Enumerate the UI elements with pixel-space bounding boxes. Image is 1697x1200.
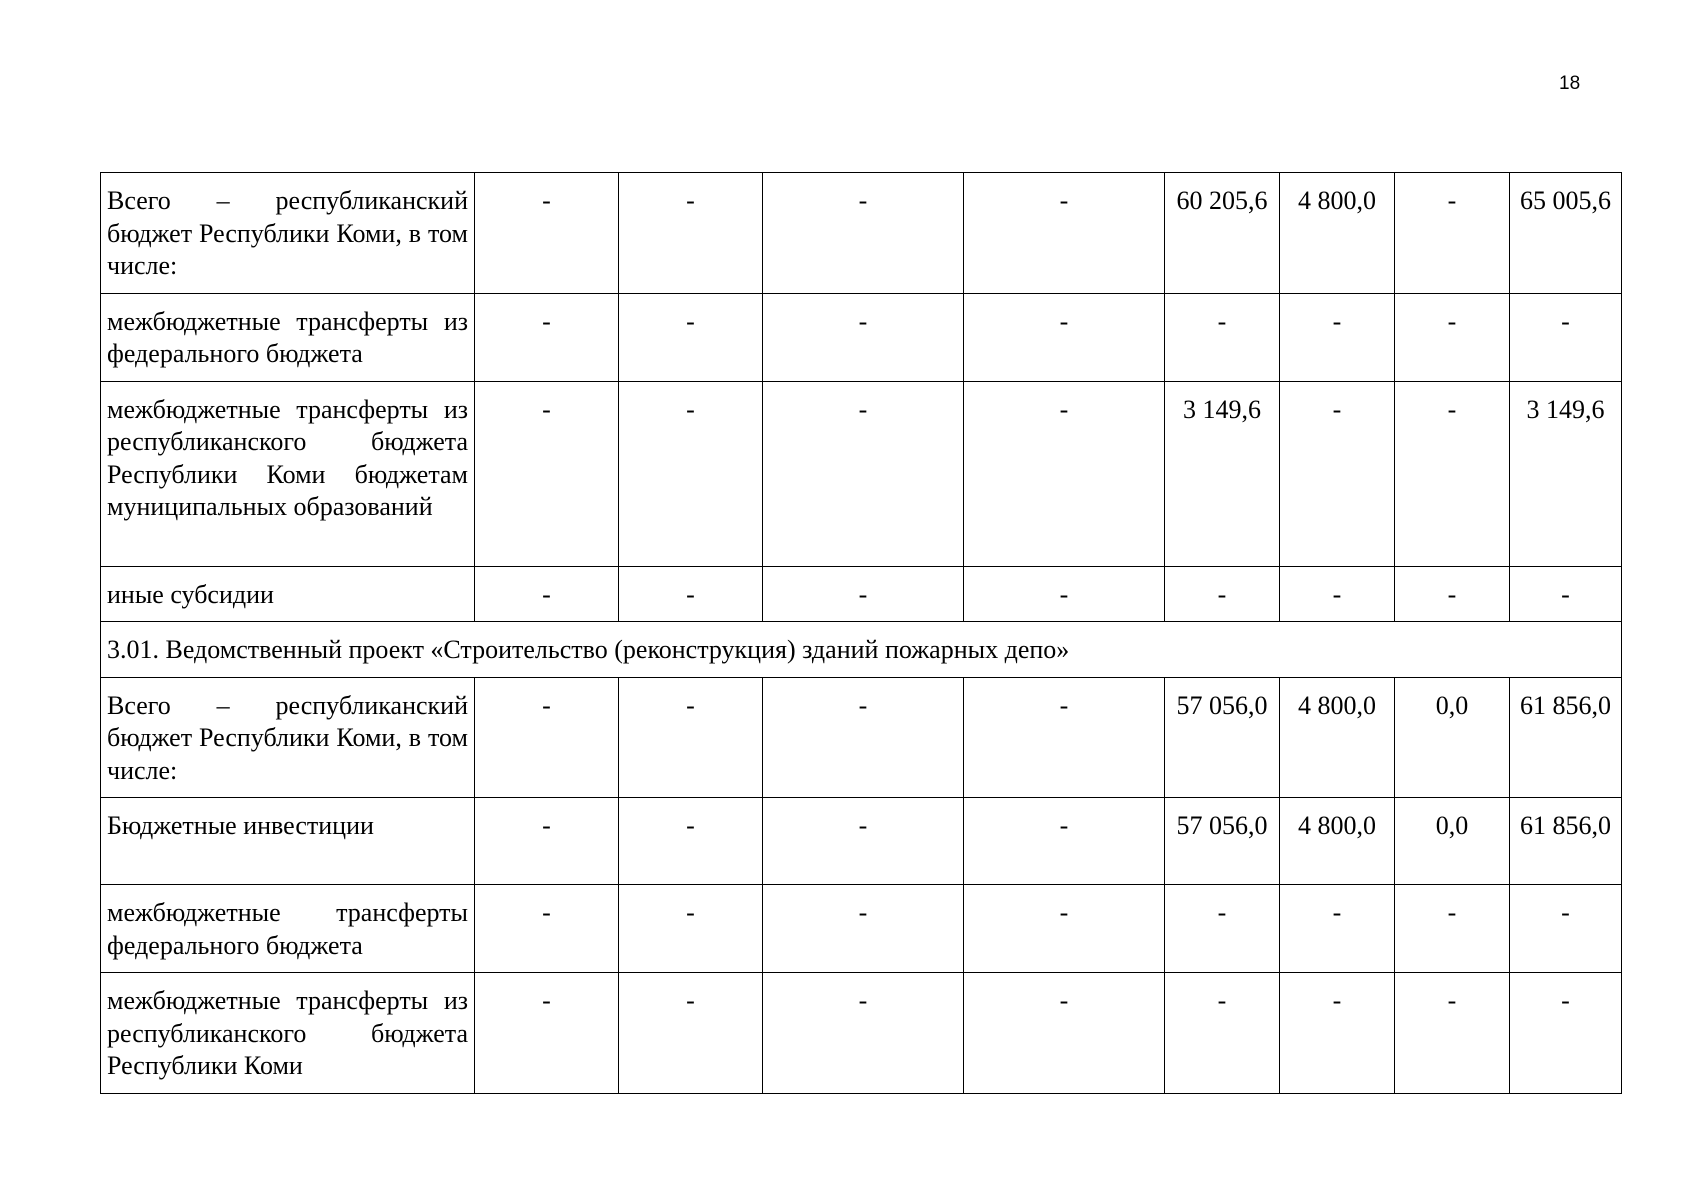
table-cell: - [619, 566, 763, 622]
table-cell: - [1280, 973, 1395, 1094]
table-cell: - [1395, 293, 1510, 381]
table-cell: - [475, 566, 619, 622]
table-cell: 65 005,6 [1510, 173, 1622, 294]
table-cell: - [763, 885, 964, 973]
row-label: Всего – республиканский бюджет Республики Коми, в том числе: [101, 677, 475, 798]
table-row [101, 381, 1622, 566]
page-number: 18 [1559, 73, 1581, 94]
table-cell: - [619, 885, 763, 973]
table-cell: - [475, 973, 619, 1094]
table-cell: - [1510, 293, 1622, 381]
table-cell: - [763, 173, 964, 294]
table-cell: - [763, 381, 964, 566]
table-cell: 3 149,6 [1510, 381, 1622, 566]
table-cell: - [619, 173, 763, 294]
table-cell: - [1165, 885, 1280, 973]
row-label: межбюджетные трансферты из федерального бюджета [101, 293, 475, 381]
table-row [101, 293, 1622, 381]
table-cell: - [1280, 566, 1395, 622]
table-cell: - [475, 677, 619, 798]
table-cell: 61 856,0 [1510, 798, 1622, 885]
table-cell: - [619, 798, 763, 885]
row-label: Всего – республиканский бюджет Республики Коми, в том числе: [101, 173, 475, 294]
row-label: Бюджетные инвестиции [101, 798, 475, 885]
table-cell: - [475, 798, 619, 885]
table-cell: - [763, 566, 964, 622]
table-cell: - [1280, 381, 1395, 566]
table-cell: - [475, 293, 619, 381]
table-row [101, 173, 1622, 294]
table-cell: 57 056,0 [1165, 677, 1280, 798]
table-cell: - [964, 173, 1165, 294]
table-cell: - [619, 677, 763, 798]
table-cell: - [964, 885, 1165, 973]
row-label: иные субсидии [101, 566, 475, 622]
table-cell: - [964, 566, 1165, 622]
table-cell: 4 800,0 [1280, 798, 1395, 885]
table-cell: - [763, 677, 964, 798]
table-cell: - [1510, 973, 1622, 1094]
table-cell: - [1510, 566, 1622, 622]
table-row [101, 677, 1622, 798]
table-cell: 0,0 [1395, 798, 1510, 885]
table-cell: 4 800,0 [1280, 173, 1395, 294]
table-cell: - [1165, 293, 1280, 381]
table-cell: - [1280, 293, 1395, 381]
table-cell: - [964, 798, 1165, 885]
table-cell: 57 056,0 [1165, 798, 1280, 885]
section-row [101, 622, 1622, 678]
table-row [101, 973, 1622, 1094]
row-label: межбюджетные трансферты из республиканского бюджета Республики Коми бюджетам муниципальных образований [101, 381, 475, 566]
row-label: межбюджетные трансферты федерального бюджета [101, 885, 475, 973]
table-cell: - [763, 293, 964, 381]
table-cell: - [1510, 885, 1622, 973]
table-cell: - [619, 381, 763, 566]
table-row [101, 885, 1622, 973]
table-cell: - [964, 973, 1165, 1094]
budget-table [100, 172, 1622, 1094]
table-cell: - [1395, 173, 1510, 294]
table-cell: - [964, 381, 1165, 566]
table-cell: - [1165, 566, 1280, 622]
section-title: 3.01. Ведомственный проект «Строительство (реконструкция) зданий пожарных депо» [101, 622, 1622, 678]
row-label: межбюджетные трансферты из республиканского бюджета Республики Коми [101, 973, 475, 1094]
table-cell: - [475, 381, 619, 566]
table-cell: - [1395, 885, 1510, 973]
table-cell: - [619, 293, 763, 381]
table-row [101, 798, 1622, 885]
table-cell: - [475, 885, 619, 973]
table-cell: - [619, 973, 763, 1094]
table-cell: 61 856,0 [1510, 677, 1622, 798]
table-cell: 60 205,6 [1165, 173, 1280, 294]
table-cell: - [1395, 381, 1510, 566]
table-cell: - [1395, 566, 1510, 622]
table-cell: - [763, 798, 964, 885]
table-cell: - [475, 173, 619, 294]
table-cell: - [964, 293, 1165, 381]
table-cell: 3 149,6 [1165, 381, 1280, 566]
table-cell: 0,0 [1395, 677, 1510, 798]
table-row [101, 566, 1622, 622]
table-cell: - [1280, 885, 1395, 973]
table-cell: 4 800,0 [1280, 677, 1395, 798]
table-cell: - [964, 677, 1165, 798]
table-cell: - [1395, 973, 1510, 1094]
table-cell: - [1165, 973, 1280, 1094]
table-cell: - [763, 973, 964, 1094]
